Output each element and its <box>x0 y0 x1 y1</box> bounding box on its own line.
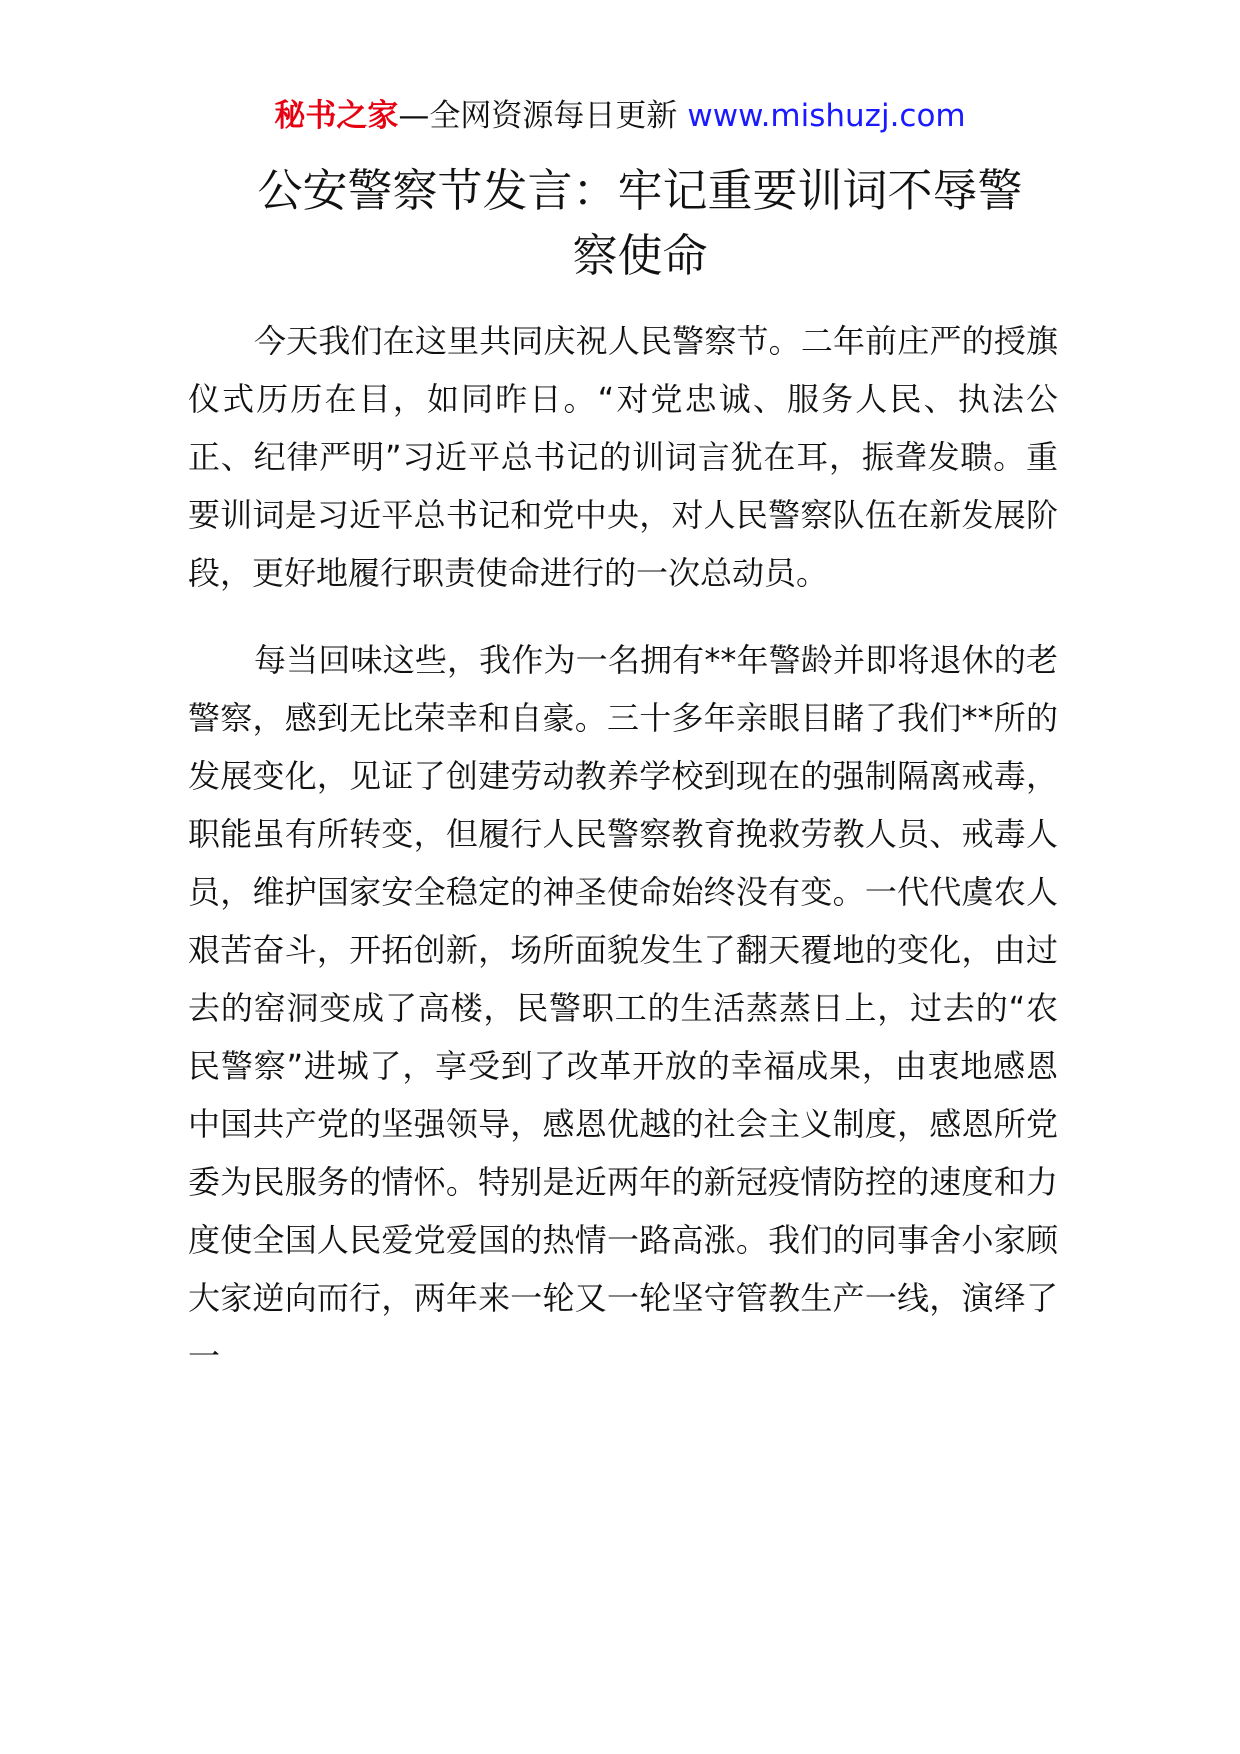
site-tagline: —全网资源每日更新 <box>398 98 678 134</box>
document-body <box>188 312 1058 1414</box>
site-url-link[interactable]: www.mishuzj.com <box>687 98 966 134</box>
site-brand: 秘书之家 <box>274 98 399 134</box>
paragraph: 每当回味这些，我作为一名拥有**年警龄并即将退休的老警察，感到无比荣幸和自豪。三十多年亲眼目睹了我们**所的发展变化，见证了创建劳动教养学校到现在的强制隔离戒毒，职能虽有所转变，但履行人民警察教育挽救劳教人员、戒毒人员，维护国家安全稳定的神圣使命始终没有变。一代代虞农人艰苦奋斗，开拓创新，场所面貌发生了翻天覆地的变化，由过去的窑洞变成了高楼，民警职工的生活蒸蒸日上，过去的“农民警察”进城了，享受到了改革开放的幸福成果，由衷地感恩中国共产党的坚强领导，感恩优越的社会主义制度，感恩所党委为民服务的情怀。特别是近两年的新冠疫情防控的速度和力度使全国人民爱党爱国的热情一路高涨。我们的同事舍小家顾大家逆向而行，两年来一轮又一轮坚守管教生产一线，演绎了一 <box>188 641 1058 1375</box>
site-header <box>0 96 1240 136</box>
paragraph: 今天我们在这里共同庆祝人民警察节。二年前庄严的授旗仪式历历在目，如同昨日。“对党忠诚、服务人民、执法公正、纪律严明”习近平总书记的训词言犹在耳，振聋发聩。重要训词是习近平总书记和党中央，对人民警察队伍在新发展阶段，更好地履行职责使命进行的一次总动员。 <box>188 322 1058 592</box>
document-title: 公安警察节发言：牢记重要训词不辱警察使命 <box>257 164 1023 282</box>
